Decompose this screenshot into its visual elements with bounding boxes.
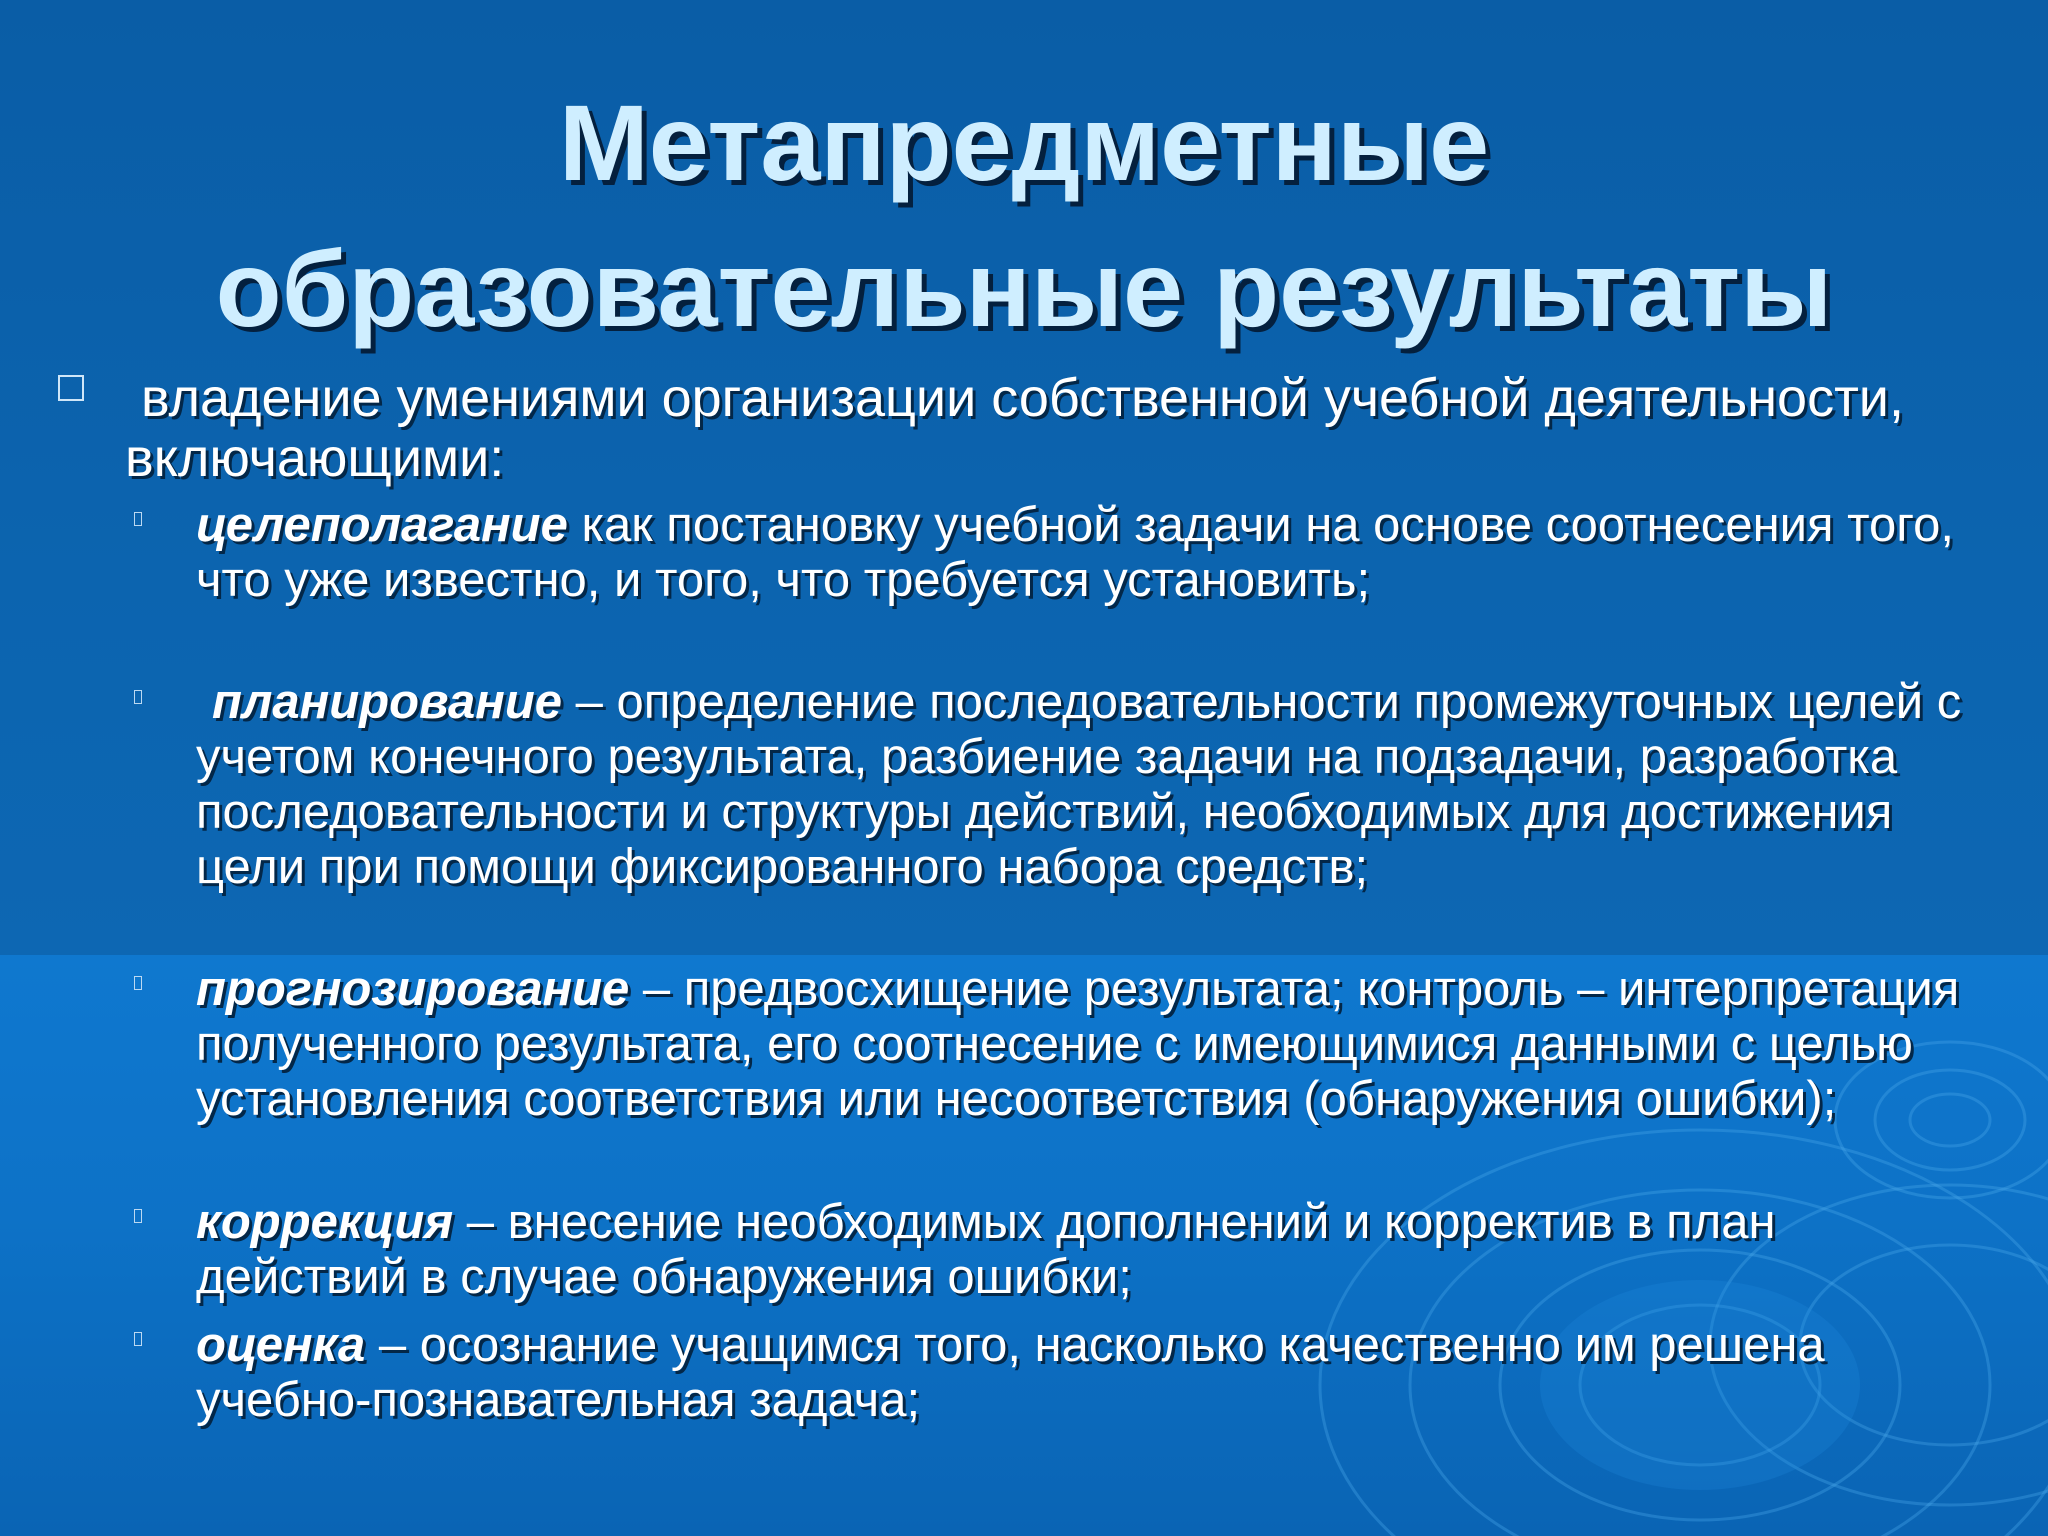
item-text: как постановку учебной задачи на основе соотнесения того, что уже известно, и того, что требуется установить; (196, 498, 1954, 607)
list-item (196, 962, 1996, 1127)
item-text: – осознание учащимся того, насколько качественно им решена учебно-познавательная задача; (196, 1318, 1825, 1427)
item-term: оценка (196, 1318, 366, 1372)
sub-bullet-icon (134, 976, 142, 990)
title-line-1: Метапредметные (558, 82, 1490, 203)
item-term: коррекция (196, 1195, 454, 1249)
item-text: – определение последовательности промежуточных целей с учетом конечного результата, разбиение задачи на подзадачи, разработка последовательности и структуры действий, необходимых для достижения цели при помощи фиксированного набора средств; (196, 675, 1962, 894)
sub-bullet-icon (134, 1332, 142, 1346)
main-point-text: владение умениями организации собственной учебной деятельности, включающими: (125, 368, 1904, 488)
hollow-square-icon (58, 375, 84, 401)
list-item (196, 498, 1996, 608)
sub-bullet-icon (134, 1209, 142, 1223)
sub-bullet-icon (134, 512, 142, 526)
item-text: – предвосхищение результата; контроль – интерпретация полученного результата, его соотнесение с имеющимися данными с целью установления соответствия или несоответствия (обнаружения ошибки); (196, 962, 1960, 1126)
item-text: – внесение необходимых дополнений и корректив в план действий в случае обнаружения ошибки; (196, 1195, 1776, 1304)
list-item (196, 1318, 1996, 1428)
list-item (196, 1195, 1996, 1305)
item-term: прогнозирование (196, 962, 630, 1016)
sub-bullet-icon (134, 690, 142, 704)
item-term: целеполагание (196, 498, 568, 552)
title-line-2: образовательные результаты (215, 228, 1833, 349)
list-item (196, 675, 1996, 895)
item-term: планирование (212, 675, 563, 729)
